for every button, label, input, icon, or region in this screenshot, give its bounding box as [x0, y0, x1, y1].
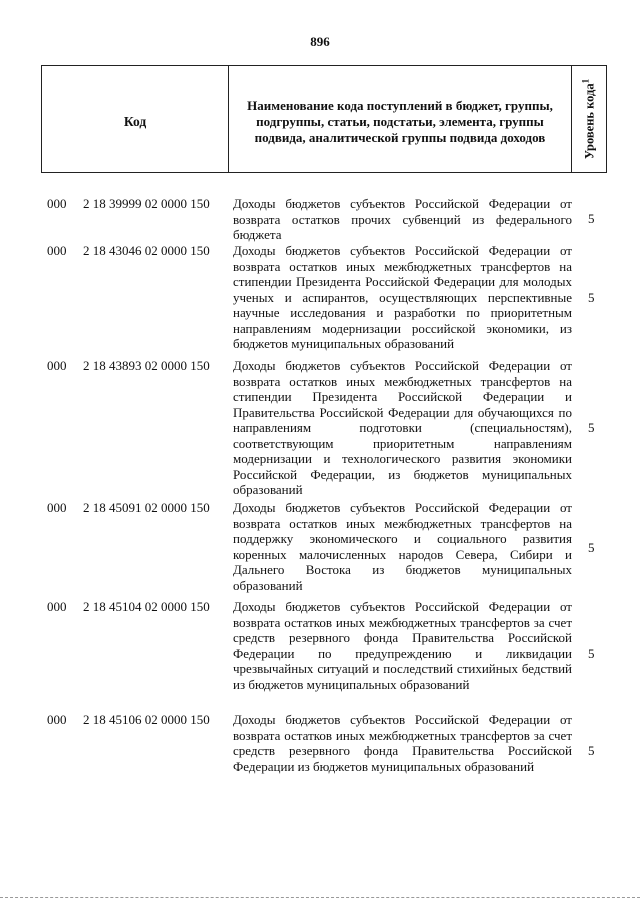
header-code: Код: [42, 66, 229, 172]
row-prefix: 000: [47, 599, 67, 614]
row-name: Доходы бюджетов субъектов Российской Федерации от возврата остатков иных межбюджетных трансфертов на стипендии Президента Российской Федерации для молодых ученых и аспирантов, осуществляющих перспективные научные исследования и разработки по приоритетным направлениям модернизации российской экономики, из бюджетов муниципальных образований: [233, 243, 572, 351]
row-prefix: 000: [47, 712, 67, 727]
header-level: [572, 66, 606, 172]
row-prefix: 000: [47, 243, 67, 258]
header-level-text: Уровень кода: [582, 83, 597, 160]
row-prefix: 000: [47, 500, 67, 515]
row-code: 2 18 43046 02 0000 150: [83, 243, 210, 258]
row-name: Доходы бюджетов субъектов Российской Федерации от возврата остатков иных межбюджетных трансфертов за счет средств резервного фонда Правительства Российской Федерации по предупреждению и ликвидации чрезвычайных ситуаций и последствий стихийных бедствий из бюджетов муниципальных образований: [233, 599, 572, 692]
row-name: Доходы бюджетов субъектов Российской Федерации от возврата остатков прочих субвенций из федерального бюджета: [233, 196, 572, 242]
table-header: [41, 65, 607, 173]
header-level-footnote: 1: [580, 78, 591, 84]
header-name: Наименование кода поступлений в бюджет, группы, подгруппы, статьи, подстатьи, элемента, группы подвида, аналитической группы подвида доходов: [229, 66, 572, 172]
row-name: Доходы бюджетов субъектов Российской Федерации от возврата остатков иных межбюджетных трансфертов на стипендии Президента Российской Федерации и Правительства Российской Федерации для обучающихся по направлениям подготовки (специальностям), соответствующим приоритетным направлениям модернизации и технологического развития экономики Российской Федерации, из бюджетов муниципальных образований: [233, 358, 572, 497]
row-name: Доходы бюджетов субъектов Российской Федерации от возврата остатков иных межбюджетных трансфертов за счет средств резервного фонда Правительства Российской Федерации из бюджетов муниципальных образований: [233, 712, 572, 774]
row-level: 5: [588, 540, 595, 555]
header-level-label: [580, 79, 597, 159]
row-level: 5: [588, 211, 595, 226]
row-name: Доходы бюджетов субъектов Российской Федерации от возврата остатков иных межбюджетных трансфертов на поддержку экономического и социального развития коренных малочисленных народов Севера, Сибири и Дальнего Востока из бюджетов муниципальных образований: [233, 500, 572, 593]
row-code: 2 18 45106 02 0000 150: [83, 712, 210, 727]
row-code: 2 18 45091 02 0000 150: [83, 500, 210, 515]
row-code: 2 18 39999 02 0000 150: [83, 196, 210, 211]
row-code: 2 18 45104 02 0000 150: [83, 599, 210, 614]
row-level: 5: [588, 743, 595, 758]
row-level: 5: [588, 420, 595, 435]
row-level: 5: [588, 646, 595, 661]
row-level: 5: [588, 290, 595, 305]
row-prefix: 000: [47, 358, 67, 373]
row-prefix: 000: [47, 196, 67, 211]
bottom-divider: [0, 897, 640, 898]
row-code: 2 18 43893 02 0000 150: [83, 358, 210, 373]
page-number: 896: [310, 34, 330, 49]
